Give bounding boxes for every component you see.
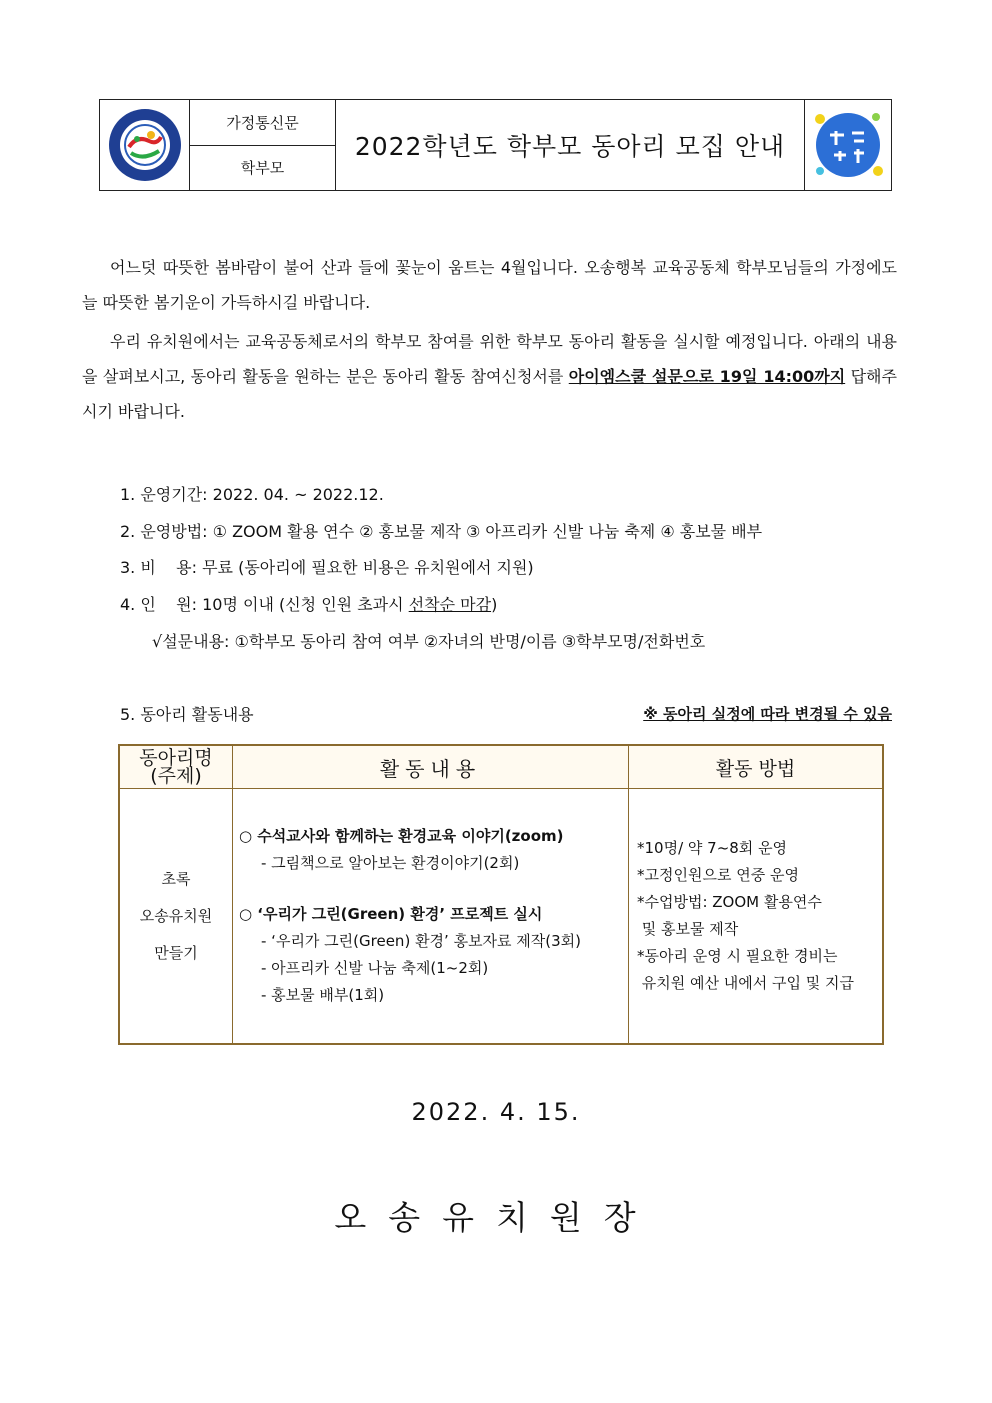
header-activity-content: 활동내용 (233, 745, 629, 789)
intro-p2-end: 답해주시기 바랍니다. (82, 367, 897, 421)
activity-content-cell (233, 789, 629, 1045)
club-name-line1: 초록 (161, 869, 191, 888)
kindergarten-logo-cell (100, 100, 190, 190)
activity-2: ○ ‘우리가 그린(Green) 환경’ 프로젝트 실시 (239, 905, 543, 923)
audience-label: 학부모 (240, 159, 285, 178)
intro-p2-text: 우리 유치원에서는 교육공동체로서의 학부모 참여를 위한 학부모 동아리 활동을 실시할 예정입니다. 아래의 내용을 살펴보시고, 동아리 활동을 원하는 분은 동아리 활동 참여신청서를 (82, 332, 897, 386)
survey-content: √설문내용: ①학부모 동아리 참여 여부 ②자녀의 반명/이름 ③학부모명/전화번호 (152, 632, 706, 651)
integrity-logo-icon (808, 105, 888, 185)
item-activities: 5. 동아리 활동내용 (120, 705, 254, 724)
change-note: ※ 동아리 실정에 따라 변경될 수 있음 (643, 705, 892, 723)
activity-2-sub1: - ‘우리가 그린(Green) 환경’ 홍보자료 제작(3회) (261, 932, 582, 950)
method-4-cont: 유치원 예산 내에서 구입 및 지급 (637, 974, 854, 992)
header-club-name-line1: 동아리명 (139, 747, 213, 769)
intro-paragraph-2 (82, 324, 897, 429)
activity-2-sub2: - 아프리카 신발 나눔 축제(1~2회) (261, 959, 489, 977)
table-row (119, 789, 883, 1045)
club-name-cell (119, 789, 233, 1045)
deadline-text: 아이엠스쿨 설문으로 19일 14:00까지 (568, 367, 846, 386)
item-period: 1. 운영기간: 2022. 04. ~ 2022.12. (120, 485, 384, 504)
header-table (99, 99, 892, 191)
header-activity-method: 활동 방법 (629, 745, 884, 789)
activity-method-cell (629, 789, 884, 1045)
header-club-name-line2: (주제) (150, 765, 202, 787)
club-name-line2: 오송유치원 (139, 906, 213, 925)
first-come-text: 선착순 마감 (408, 595, 492, 614)
intro-paragraph-1: 어느덧 따뜻한 봄바람이 불어 산과 들에 꽃눈이 움트는 4월입니다. 오송행복 교육공동체 학부모님들의 가정에도 늘 따뜻한 봄기운이 가득하시길 바랍니다. (82, 258, 897, 312)
kindergarten-logo-icon (107, 107, 183, 183)
activity-2-sub3: - 홍보물 배부(1회) (261, 986, 385, 1004)
members-text: 4. 인 원: 10명 이내 (신청 인원 초과시 (120, 595, 409, 614)
method-2: *고정인원으로 연중 운영 (637, 866, 799, 884)
method-4: *동아리 운영 시 필요한 경비는 (637, 947, 838, 965)
activity-table (118, 744, 884, 1045)
doc-type-cell (190, 100, 336, 190)
item-method: 2. 운영방법: ① ZOOM 활용 연수 ② 홍보물 제작 ③ 아프리카 신발 나눔 축제 ④ 홍보물 배부 (120, 522, 763, 541)
integrity-logo-cell (805, 100, 891, 190)
method-3: *수업방법: ZOOM 활용연수 (637, 893, 822, 911)
club-name-line3: 만들기 (154, 943, 198, 962)
page-title: 2022학년도 학부모 동아리 모집 안내 (336, 100, 805, 190)
item-members (120, 592, 497, 615)
method-3-cont: 및 홍보물 제작 (637, 920, 739, 938)
doc-type-label: 가정통신문 (190, 100, 335, 146)
activity-1-sub: - 그림책으로 알아보는 환경이야기(2회) (261, 854, 520, 872)
item-cost: 3. 비 용: 무료 (동아리에 필요한 비용은 유치원에서 지원) (120, 558, 534, 577)
signature: 오송유치원장 (334, 1198, 658, 1237)
header-club-name (119, 745, 233, 789)
activity-1: ○ 수석교사와 함께하는 환경교육 이야기(zoom) (239, 827, 564, 845)
issue-date: 2022. 4. 15. (411, 1098, 581, 1126)
members-end: ) (491, 595, 498, 614)
method-1: *10명/ 약 7~8회 운영 (637, 839, 788, 857)
table-header-row (119, 745, 883, 789)
